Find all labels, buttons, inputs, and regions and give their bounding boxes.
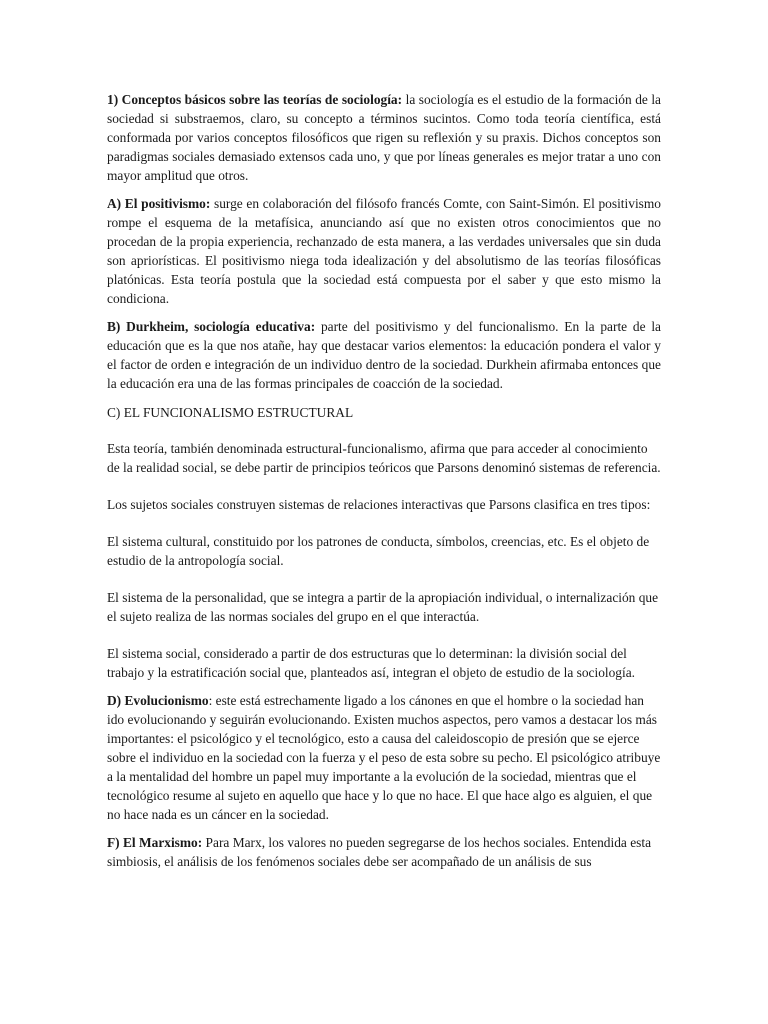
- paragraph-funcionalismo-2: Los sujetos sociales construyen sistemas de relaciones interactivas que Parsons clasifica en tres tipos:: [107, 497, 651, 512]
- heading-evolucionismo: D) Evolucionismo: [107, 693, 209, 708]
- body-durkheim: parte del positivismo y del funcionalismo. En la parte de la educación que es la que nos atañe, hay que destacar varios elementos: la educación pondera el valor y el factor de orden e integración de un individuo dentro de la sociedad. Durkhein afirmaba entonces que la educación era una de las formas principales de coacción de la sociedad.: [107, 319, 661, 391]
- paragraph-funcionalismo-1: Esta teoría, también denominada estructural-funcionalismo, afirma que para acceder al conocimiento de la realidad social, se debe partir de principios teóricos que Parsons denominó sistemas de referencia.: [107, 441, 661, 475]
- heading-conceptos: 1) Conceptos básicos sobre las teorías de sociología:: [107, 92, 403, 107]
- paragraph-positivismo: [107, 194, 661, 308]
- body-positivismo: surge en colaboración del filósofo francés Comte, con Saint-Simón. El positivismo rompe el esquema de la metafísica, anunciando así que no existen otros conocimientos que no procedan de la propia experiencia, rechanzado de esta manera, a las verdades universales que sin duda son apriorísticas. El positivismo niega toda idealización y del absolutismo de las teorías filosóficas platónicas. Esta teoría postula que la sociedad está compuesta por el saber y que esto mismo la condiciona.: [107, 196, 661, 306]
- paragraph-durkheim: [107, 317, 661, 393]
- paragraph-funcionalismo-4: El sistema de la personalidad, que se integra a partir de la apropiación individual, o internalización que el sujeto realiza de las normas sociales del grupo en el que interactúa.: [107, 590, 659, 624]
- paragraph-funcionalismo-5: El sistema social, considerado a partir de dos estructuras que lo determinan: la división social del trabajo y la estratificación social que, planteados así, integran el objeto de estudio de la sociología.: [107, 646, 636, 680]
- heading-marxismo: F) El Marxismo:: [107, 835, 203, 850]
- paragraph-funcionalismo-3: El sistema cultural, constituido por los patrones de conducta, símbolos, creencias, etc. Es el objeto de estudio de la antropología social.: [107, 534, 650, 568]
- body-evolucionismo: : este está estrechamente ligado a los cánones en que el hombre o la sociedad han ido evolucionando y seguirán evolucionando. Existen muchos aspectos, pero vamos a destacar los más importantes: el psicológico y el tecnológico, esto a causa del caleidoscopio de presión que se ejerce sobre el individuo en la sociedad con la fuerza y el peso de esta sobre su pecho. El psicológico atribuye a la mentalidad del hombre un papel muy importante a la evolución de la sociedad, mientras que el tecnológico resume al sujeto en aquello que hace y lo que no hace. El que hace algo es alguien, el que no hace nada es un cáncer en la sociedad.: [107, 693, 661, 822]
- paragraph-conceptos: [107, 90, 661, 185]
- heading-durkheim: B) Durkheim, sociología educativa:: [107, 319, 316, 334]
- paragraph-marxismo: [107, 833, 661, 871]
- heading-funcionalismo: C) EL FUNCIONALISMO ESTRUCTURAL: [107, 405, 354, 420]
- paragraph-evolucionismo: [107, 691, 661, 824]
- body-conceptos: la sociología es el estudio de la formación de la sociedad si substraemos, claro, su concepto a términos sucintos. Como toda teoría científica, está conformada por varios conceptos filosóficos que rigen su reflexión y su praxis. Dichos conceptos son paradigmas sociales demasiado extensos cada uno, y que por líneas generales es mejor tratar a uno con mayor amplitud que otros.: [107, 92, 662, 183]
- heading-positivismo: A) El positivismo:: [107, 196, 211, 211]
- body-marxismo: Para Marx, los valores no pueden segregarse de los hechos sociales. Entendida esta simbiosis, el análisis de los fenómenos sociales debe ser acompañado de un análisis de sus: [107, 835, 652, 869]
